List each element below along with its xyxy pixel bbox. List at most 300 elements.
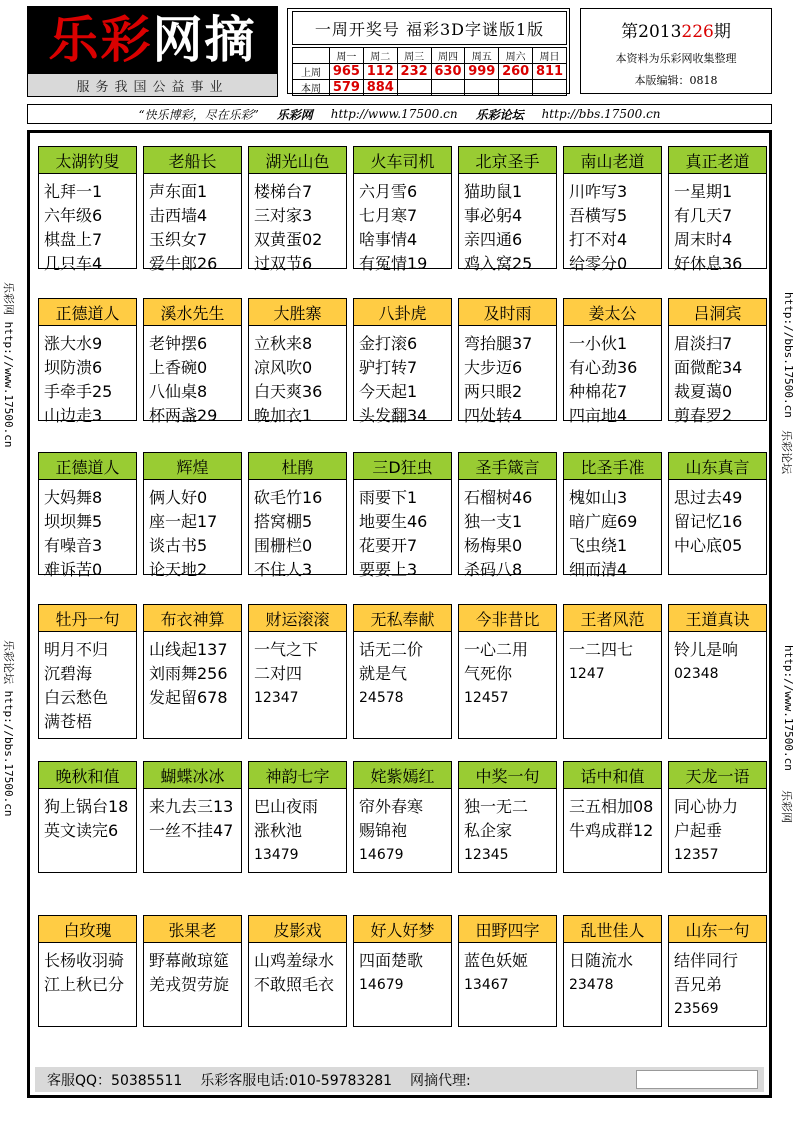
puzzle-card (143, 146, 242, 273)
puzzle-line: 12457 (464, 690, 509, 706)
puzzle-line: 24578 (359, 690, 404, 706)
puzzle-line: 楼梯台7 (254, 182, 313, 201)
draw-number (397, 80, 431, 96)
puzzle-card (563, 298, 662, 425)
puzzle-card (668, 604, 767, 739)
puzzle-line: 同心协力 (674, 797, 739, 816)
weekday: 周五 (465, 48, 499, 64)
issue-number: 226 (681, 22, 714, 42)
puzzle-line: 留记忆16 (674, 512, 743, 531)
puzzle-line: 铃儿是响 (674, 640, 739, 659)
puzzle-line: 八仙桌8 (149, 382, 208, 401)
draw-number: 112 (363, 64, 397, 80)
puzzle-line: 大步迈6 (464, 358, 523, 377)
puzzle-card-title: 湖光山色 (249, 147, 346, 174)
forum-name: 乐彩论坛 (475, 107, 524, 122)
puzzle-line: 来九去三13 (149, 797, 234, 816)
puzzle-card-title: 山东一句 (669, 916, 766, 943)
puzzle-card-body (144, 174, 241, 276)
puzzle-line: 涨秋池 (254, 821, 303, 840)
issue-panel (580, 8, 772, 94)
puzzle-line: 地要生46 (359, 512, 428, 531)
puzzle-card (38, 146, 137, 273)
puzzle-line: 论天地2 (149, 560, 208, 579)
puzzle-card (143, 761, 242, 873)
puzzle-card-body (459, 326, 556, 428)
puzzle-line: 四面楚歌 (359, 951, 424, 970)
puzzle-line: 难诉苦0 (44, 560, 103, 579)
puzzle-line: 满苍梧 (44, 712, 93, 731)
puzzle-card-body (459, 174, 556, 276)
last-week-label: 上周 (293, 64, 330, 80)
puzzle-card (353, 915, 452, 1027)
puzzle-line: 13479 (254, 847, 299, 863)
draw-number: 630 (431, 64, 465, 80)
site-name: 乐彩网 (276, 107, 313, 122)
puzzle-card-body (39, 789, 136, 843)
puzzle-card-title: 今非昔比 (459, 605, 556, 632)
puzzle-card (668, 146, 767, 273)
puzzle-line: 结伴同行 (674, 951, 739, 970)
puzzle-line: 七月寒7 (359, 206, 418, 225)
puzzle-line: 一丝不挂47 (149, 821, 234, 840)
weekday: 周三 (397, 48, 431, 64)
puzzle-line: 亲四通6 (464, 230, 523, 249)
weekday: 周一 (330, 48, 364, 64)
puzzle-card-title: 太湖钓叟 (39, 147, 136, 174)
puzzle-line: 给零分0 (569, 254, 628, 273)
puzzle-line: 槐如山3 (569, 488, 628, 507)
puzzle-card-body (669, 632, 766, 686)
puzzle-line: 杀码八8 (464, 560, 523, 579)
puzzle-card-title: 姹紫嫣红 (354, 762, 451, 789)
puzzle-card-body (669, 480, 766, 558)
puzzle-card (458, 915, 557, 1027)
url-bar (27, 104, 772, 124)
puzzle-line: 猫助鼠1 (464, 182, 523, 201)
puzzle-line: 沉碧海 (44, 664, 93, 683)
puzzle-line: 山边走3 (44, 406, 103, 425)
agent-label: 网摘代理: (410, 1072, 471, 1089)
weekday: 周日 (533, 48, 567, 64)
puzzle-line: 14679 (359, 847, 404, 863)
draw-number: 884 (363, 80, 397, 96)
puzzle-card-title: 布衣神算 (144, 605, 241, 632)
draw-number: 579 (330, 80, 364, 96)
puzzle-card-title: 大胜寨 (249, 299, 346, 326)
site-url-link[interactable]: http://www.17500.cn (330, 107, 458, 121)
puzzle-card (563, 604, 662, 739)
puzzle-line: 一心二用 (464, 640, 529, 659)
puzzle-line: 1247 (569, 666, 605, 682)
side-right-bottom: http://www.17500.cn (782, 645, 795, 771)
forum-url-link[interactable]: http://bbs.17500.cn (541, 107, 661, 121)
puzzle-line: 声东面1 (149, 182, 208, 201)
puzzle-card (563, 761, 662, 873)
puzzle-line: 中心底05 (674, 536, 743, 555)
puzzle-card-title: 比圣手准 (564, 453, 661, 480)
puzzle-line: 明月不归 (44, 640, 109, 659)
puzzle-card (38, 452, 137, 579)
puzzle-card (458, 604, 557, 739)
side-right-top: http://bbs.17500.cn (782, 292, 795, 418)
puzzle-line: 12345 (464, 847, 509, 863)
puzzle-card-body (144, 480, 241, 582)
puzzle-line: 四处转4 (464, 406, 523, 425)
puzzle-line: 爱牛郎26 (149, 254, 218, 273)
puzzle-line: 搭窝棚5 (254, 512, 313, 531)
puzzle-card-body (459, 632, 556, 710)
puzzle-card-title: 吕洞宾 (669, 299, 766, 326)
puzzle-line: 鸡入窝25 (464, 254, 533, 273)
puzzle-card (248, 452, 347, 579)
puzzle-line: 刘雨舞256 (149, 664, 228, 683)
puzzle-line: 座一起17 (149, 512, 218, 531)
puzzle-card-title: 八卦虎 (354, 299, 451, 326)
puzzle-line: 牛鸡成群12 (569, 821, 654, 840)
puzzle-line: 23478 (569, 977, 614, 993)
puzzle-line: 驴打转7 (359, 358, 418, 377)
puzzle-line: 一气之下 (254, 640, 319, 659)
this-week-label: 本周 (293, 80, 330, 96)
puzzle-grid-frame (27, 130, 772, 1098)
puzzle-line: 一二四七 (569, 640, 634, 659)
puzzle-card (563, 146, 662, 273)
puzzle-line: 一星期1 (674, 182, 733, 201)
puzzle-card (38, 761, 137, 873)
draw-number (465, 80, 499, 96)
puzzle-line: 二对四 (254, 664, 303, 683)
puzzle-line: 手牵手25 (44, 382, 113, 401)
puzzle-card-body (249, 632, 346, 710)
draw-number: 999 (465, 64, 499, 80)
puzzle-line: 雨要下1 (359, 488, 418, 507)
puzzle-card (248, 146, 347, 273)
puzzle-line: 杯两盏29 (149, 406, 218, 425)
puzzle-card (353, 146, 452, 273)
draw-number: 811 (533, 64, 567, 80)
puzzle-card-body (144, 789, 241, 843)
weekly-draw-panel (287, 8, 570, 94)
puzzle-line: 剪春罗2 (674, 406, 733, 425)
puzzle-card (248, 604, 347, 739)
puzzle-card-body (564, 174, 661, 276)
puzzle-card-title: 话中和值 (564, 762, 661, 789)
puzzle-line: 面微酡34 (674, 358, 743, 377)
puzzle-card-title: 蝴蝶冰冰 (144, 762, 241, 789)
puzzle-card-body (564, 943, 661, 997)
puzzle-line: 打不对4 (569, 230, 628, 249)
puzzle-line: 有几天7 (674, 206, 733, 225)
puzzle-card-body (354, 326, 451, 428)
puzzle-card (143, 604, 242, 739)
weekday: 周四 (431, 48, 465, 64)
puzzle-line: 发起留678 (149, 688, 228, 707)
puzzle-line: 谈古书5 (149, 536, 208, 555)
puzzle-card-body (249, 789, 346, 867)
puzzle-line: 坝坝舞5 (44, 512, 103, 531)
puzzle-card-title: 晚秋和值 (39, 762, 136, 789)
puzzle-line: 一小伙1 (569, 334, 628, 353)
puzzle-line: 六年级6 (44, 206, 103, 225)
puzzle-card-body (564, 480, 661, 582)
puzzle-card-body (39, 632, 136, 734)
puzzle-line: 长杨收羽骑 (44, 951, 125, 970)
puzzle-card-body (39, 326, 136, 428)
puzzle-card-title: 中奖一句 (459, 762, 556, 789)
motto: “快乐博彩，尽在乐彩” (138, 107, 259, 122)
puzzle-card (143, 298, 242, 425)
puzzle-card-title: 南山老道 (564, 147, 661, 174)
puzzle-card-body (249, 943, 346, 997)
puzzle-card-title: 杜鹃 (249, 453, 346, 480)
puzzle-card-body (459, 480, 556, 582)
puzzle-card (248, 298, 347, 425)
puzzle-card-title: 北京圣手 (459, 147, 556, 174)
puzzle-card-title: 王道真诀 (669, 605, 766, 632)
puzzle-line: 帘外春寒 (359, 797, 424, 816)
puzzle-card-title: 正德道人 (39, 299, 136, 326)
puzzle-line: 13467 (464, 977, 509, 993)
puzzle-card (458, 146, 557, 273)
puzzle-card-body (354, 480, 451, 582)
puzzle-line: 独一无二 (464, 797, 529, 816)
puzzle-line: 蓝色妖姬 (464, 951, 529, 970)
puzzle-line: 裁夏蔼0 (674, 382, 733, 401)
puzzle-card-body (564, 789, 661, 843)
puzzle-card-body (354, 789, 451, 867)
puzzle-card-title: 老船长 (144, 147, 241, 174)
puzzle-line: 俩人好0 (149, 488, 208, 507)
puzzle-line: 白天爽36 (254, 382, 323, 401)
puzzle-line: 江上秋已分 (44, 975, 125, 994)
puzzle-line: 14679 (359, 977, 404, 993)
side-left-top: 乐彩网 http://www.17500.cn (2, 282, 15, 448)
puzzle-line: 三对家3 (254, 206, 313, 225)
puzzle-line: 几只车4 (44, 254, 103, 273)
collect-note: 本资料为乐彩网收集整理 (615, 52, 737, 65)
puzzle-line: 户起垂 (674, 821, 723, 840)
puzzle-line: 暗广庭69 (569, 512, 638, 531)
draw-number (499, 80, 533, 96)
puzzle-card-title: 好人好梦 (354, 916, 451, 943)
puzzle-card-title: 正德道人 (39, 453, 136, 480)
puzzle-card (248, 761, 347, 873)
puzzle-card-title: 王者风范 (564, 605, 661, 632)
puzzle-line: 好休息36 (674, 254, 743, 273)
puzzle-card-title: 乱世佳人 (564, 916, 661, 943)
puzzle-card-title: 白玫瑰 (39, 916, 136, 943)
puzzle-line: 就是气 (359, 664, 408, 683)
puzzle-line: 狗上锅台18 (44, 797, 129, 816)
puzzle-line: 山鸡羞绿水 (254, 951, 335, 970)
puzzle-line: 英文读完6 (44, 821, 119, 840)
service-phone: 乐彩客服电话:010-59783281 (200, 1072, 393, 1089)
puzzle-line: 晚加衣1 (254, 406, 313, 425)
puzzle-line: 立秋来8 (254, 334, 313, 353)
puzzle-card (563, 915, 662, 1027)
logo-white-text: 网摘 (152, 10, 257, 69)
puzzle-card-title: 溪水先生 (144, 299, 241, 326)
puzzle-card (353, 761, 452, 873)
puzzle-card (38, 604, 137, 739)
puzzle-card (458, 452, 557, 579)
puzzle-line: 花要开7 (359, 536, 418, 555)
puzzle-card (38, 298, 137, 425)
puzzle-card-title: 无私奉献 (354, 605, 451, 632)
puzzle-card-body (249, 326, 346, 428)
puzzle-line: 话无二价 (359, 640, 424, 659)
draw-number: 965 (330, 64, 364, 80)
issue-line: 第2013226期 (621, 22, 731, 42)
puzzle-line: 12357 (674, 847, 719, 863)
puzzle-card-body (144, 943, 241, 997)
puzzle-line: 日随流水 (569, 951, 634, 970)
puzzle-card-body (459, 943, 556, 997)
puzzle-line: 上香碗0 (149, 358, 208, 377)
puzzle-line: 啥事情4 (359, 230, 418, 249)
puzzle-card-title: 及时雨 (459, 299, 556, 326)
puzzle-card-title: 皮影戏 (249, 916, 346, 943)
puzzle-card (143, 915, 242, 1027)
puzzle-card (353, 298, 452, 425)
puzzle-line: 砍毛竹16 (254, 488, 323, 507)
side-right-end: 乐彩网 (780, 790, 793, 823)
puzzle-card-body (39, 943, 136, 997)
puzzle-card-title: 牡丹一句 (39, 605, 136, 632)
puzzle-line: 独一支1 (464, 512, 523, 531)
puzzle-card-body (39, 174, 136, 276)
puzzle-line: 击西墙4 (149, 206, 208, 225)
puzzle-line: 凉风吹0 (254, 358, 313, 377)
puzzle-card-body (564, 632, 661, 686)
side-right-mid: 乐彩论坛 (780, 430, 793, 474)
puzzle-card-body (144, 326, 241, 428)
footer-bar (35, 1067, 764, 1092)
puzzle-card (458, 298, 557, 425)
puzzle-card-title: 张果老 (144, 916, 241, 943)
puzzle-card-title: 真正老道 (669, 147, 766, 174)
puzzle-line: 四亩地4 (569, 406, 628, 425)
puzzle-line: 两只眼2 (464, 382, 523, 401)
puzzle-card-title: 田野四字 (459, 916, 556, 943)
puzzle-line: 六月雪6 (359, 182, 418, 201)
puzzle-card-body (564, 326, 661, 428)
puzzle-line: 棋盘上7 (44, 230, 103, 249)
puzzle-card-body (354, 632, 451, 710)
puzzle-line: 要要上3 (359, 560, 418, 579)
puzzle-line: 石榴树46 (464, 488, 533, 507)
puzzle-line: 山线起137 (149, 640, 228, 659)
puzzle-line: 赐锦袍 (359, 821, 408, 840)
puzzle-card-title: 神韵七字 (249, 762, 346, 789)
logo-red-text: 乐彩 (48, 10, 153, 69)
puzzle-card-body (354, 174, 451, 276)
draw-title: 一周开奖号 福彩3D字谜版1版 (292, 11, 567, 45)
puzzle-card-title: 山东真言 (669, 453, 766, 480)
puzzle-card-body (249, 480, 346, 582)
puzzle-card-body (144, 632, 241, 710)
puzzle-card-title: 辉煌 (144, 453, 241, 480)
puzzle-line: 吾横写5 (569, 206, 628, 225)
puzzle-line: 弯抬腿37 (464, 334, 533, 353)
weekday: 周六 (499, 48, 533, 64)
puzzle-line: 川咋写3 (569, 182, 628, 201)
service-qq: 客服QQ：50385511 (47, 1072, 183, 1089)
weekday: 周二 (363, 48, 397, 64)
puzzle-card-title: 天龙一语 (669, 762, 766, 789)
puzzle-line: 过双节6 (254, 254, 313, 273)
puzzle-card-body (669, 174, 766, 276)
puzzle-line: 玉织女7 (149, 230, 208, 249)
puzzle-line: 头发翻34 (359, 406, 428, 425)
puzzle-line: 12347 (254, 690, 299, 706)
puzzle-card (668, 452, 767, 575)
puzzle-line: 气死你 (464, 664, 513, 683)
draw-table (292, 47, 567, 96)
puzzle-line: 白云愁色 (44, 688, 109, 707)
puzzle-line: 巴山夜雨 (254, 797, 319, 816)
puzzle-card-body (249, 174, 346, 276)
puzzle-line: 野幕敞琼筵 (149, 951, 230, 970)
puzzle-line: 老钟摆6 (149, 334, 208, 353)
puzzle-card-title: 火车司机 (354, 147, 451, 174)
edition-label: 本版编辑：0818 (634, 74, 718, 87)
puzzle-card (248, 915, 347, 1027)
puzzle-line: 周末时4 (674, 230, 733, 249)
puzzle-line: 杨梅果0 (464, 536, 523, 555)
puzzle-line: 思过去49 (674, 488, 743, 507)
puzzle-line: 羌戎贺劳旋 (149, 975, 230, 994)
puzzle-card (38, 915, 137, 1027)
puzzle-card-title: 财运滚滚 (249, 605, 346, 632)
puzzle-line: 双黄蛋02 (254, 230, 323, 249)
puzzle-line: 私企家 (464, 821, 513, 840)
puzzle-line: 02348 (674, 666, 719, 682)
puzzle-card (143, 452, 242, 579)
puzzle-line: 不住人3 (254, 560, 313, 579)
draw-number: 260 (499, 64, 533, 80)
puzzle-line: 坝防溃6 (44, 358, 103, 377)
puzzle-card (668, 298, 767, 425)
puzzle-card-body (669, 789, 766, 867)
puzzle-line: 围栅栏0 (254, 536, 313, 555)
puzzle-line: 细而清4 (569, 560, 628, 579)
puzzle-card-title: 圣手箴言 (459, 453, 556, 480)
puzzle-line: 涨大水9 (44, 334, 103, 353)
puzzle-line: 有冤情19 (359, 254, 428, 273)
puzzle-card-body (39, 480, 136, 582)
draw-number (533, 80, 567, 96)
puzzle-card-body (459, 789, 556, 867)
puzzle-line: 有噪音3 (44, 536, 103, 555)
puzzle-line: 飞虫绕1 (569, 536, 628, 555)
puzzle-card (353, 604, 452, 739)
puzzle-line: 金打滚6 (359, 334, 418, 353)
logo (27, 6, 278, 73)
puzzle-line: 有心劲36 (569, 358, 638, 377)
puzzle-line: 23569 (674, 1001, 719, 1017)
puzzle-line: 今天起1 (359, 382, 418, 401)
puzzle-card (563, 452, 662, 579)
puzzle-card-body (669, 943, 766, 1021)
agent-field (636, 1070, 758, 1089)
puzzle-line: 事必躬4 (464, 206, 523, 225)
puzzle-card (458, 761, 557, 873)
puzzle-line: 吾兄弟 (674, 975, 723, 994)
puzzle-card-title: 三D狂虫 (354, 453, 451, 480)
puzzle-card-title: 姜太公 (564, 299, 661, 326)
